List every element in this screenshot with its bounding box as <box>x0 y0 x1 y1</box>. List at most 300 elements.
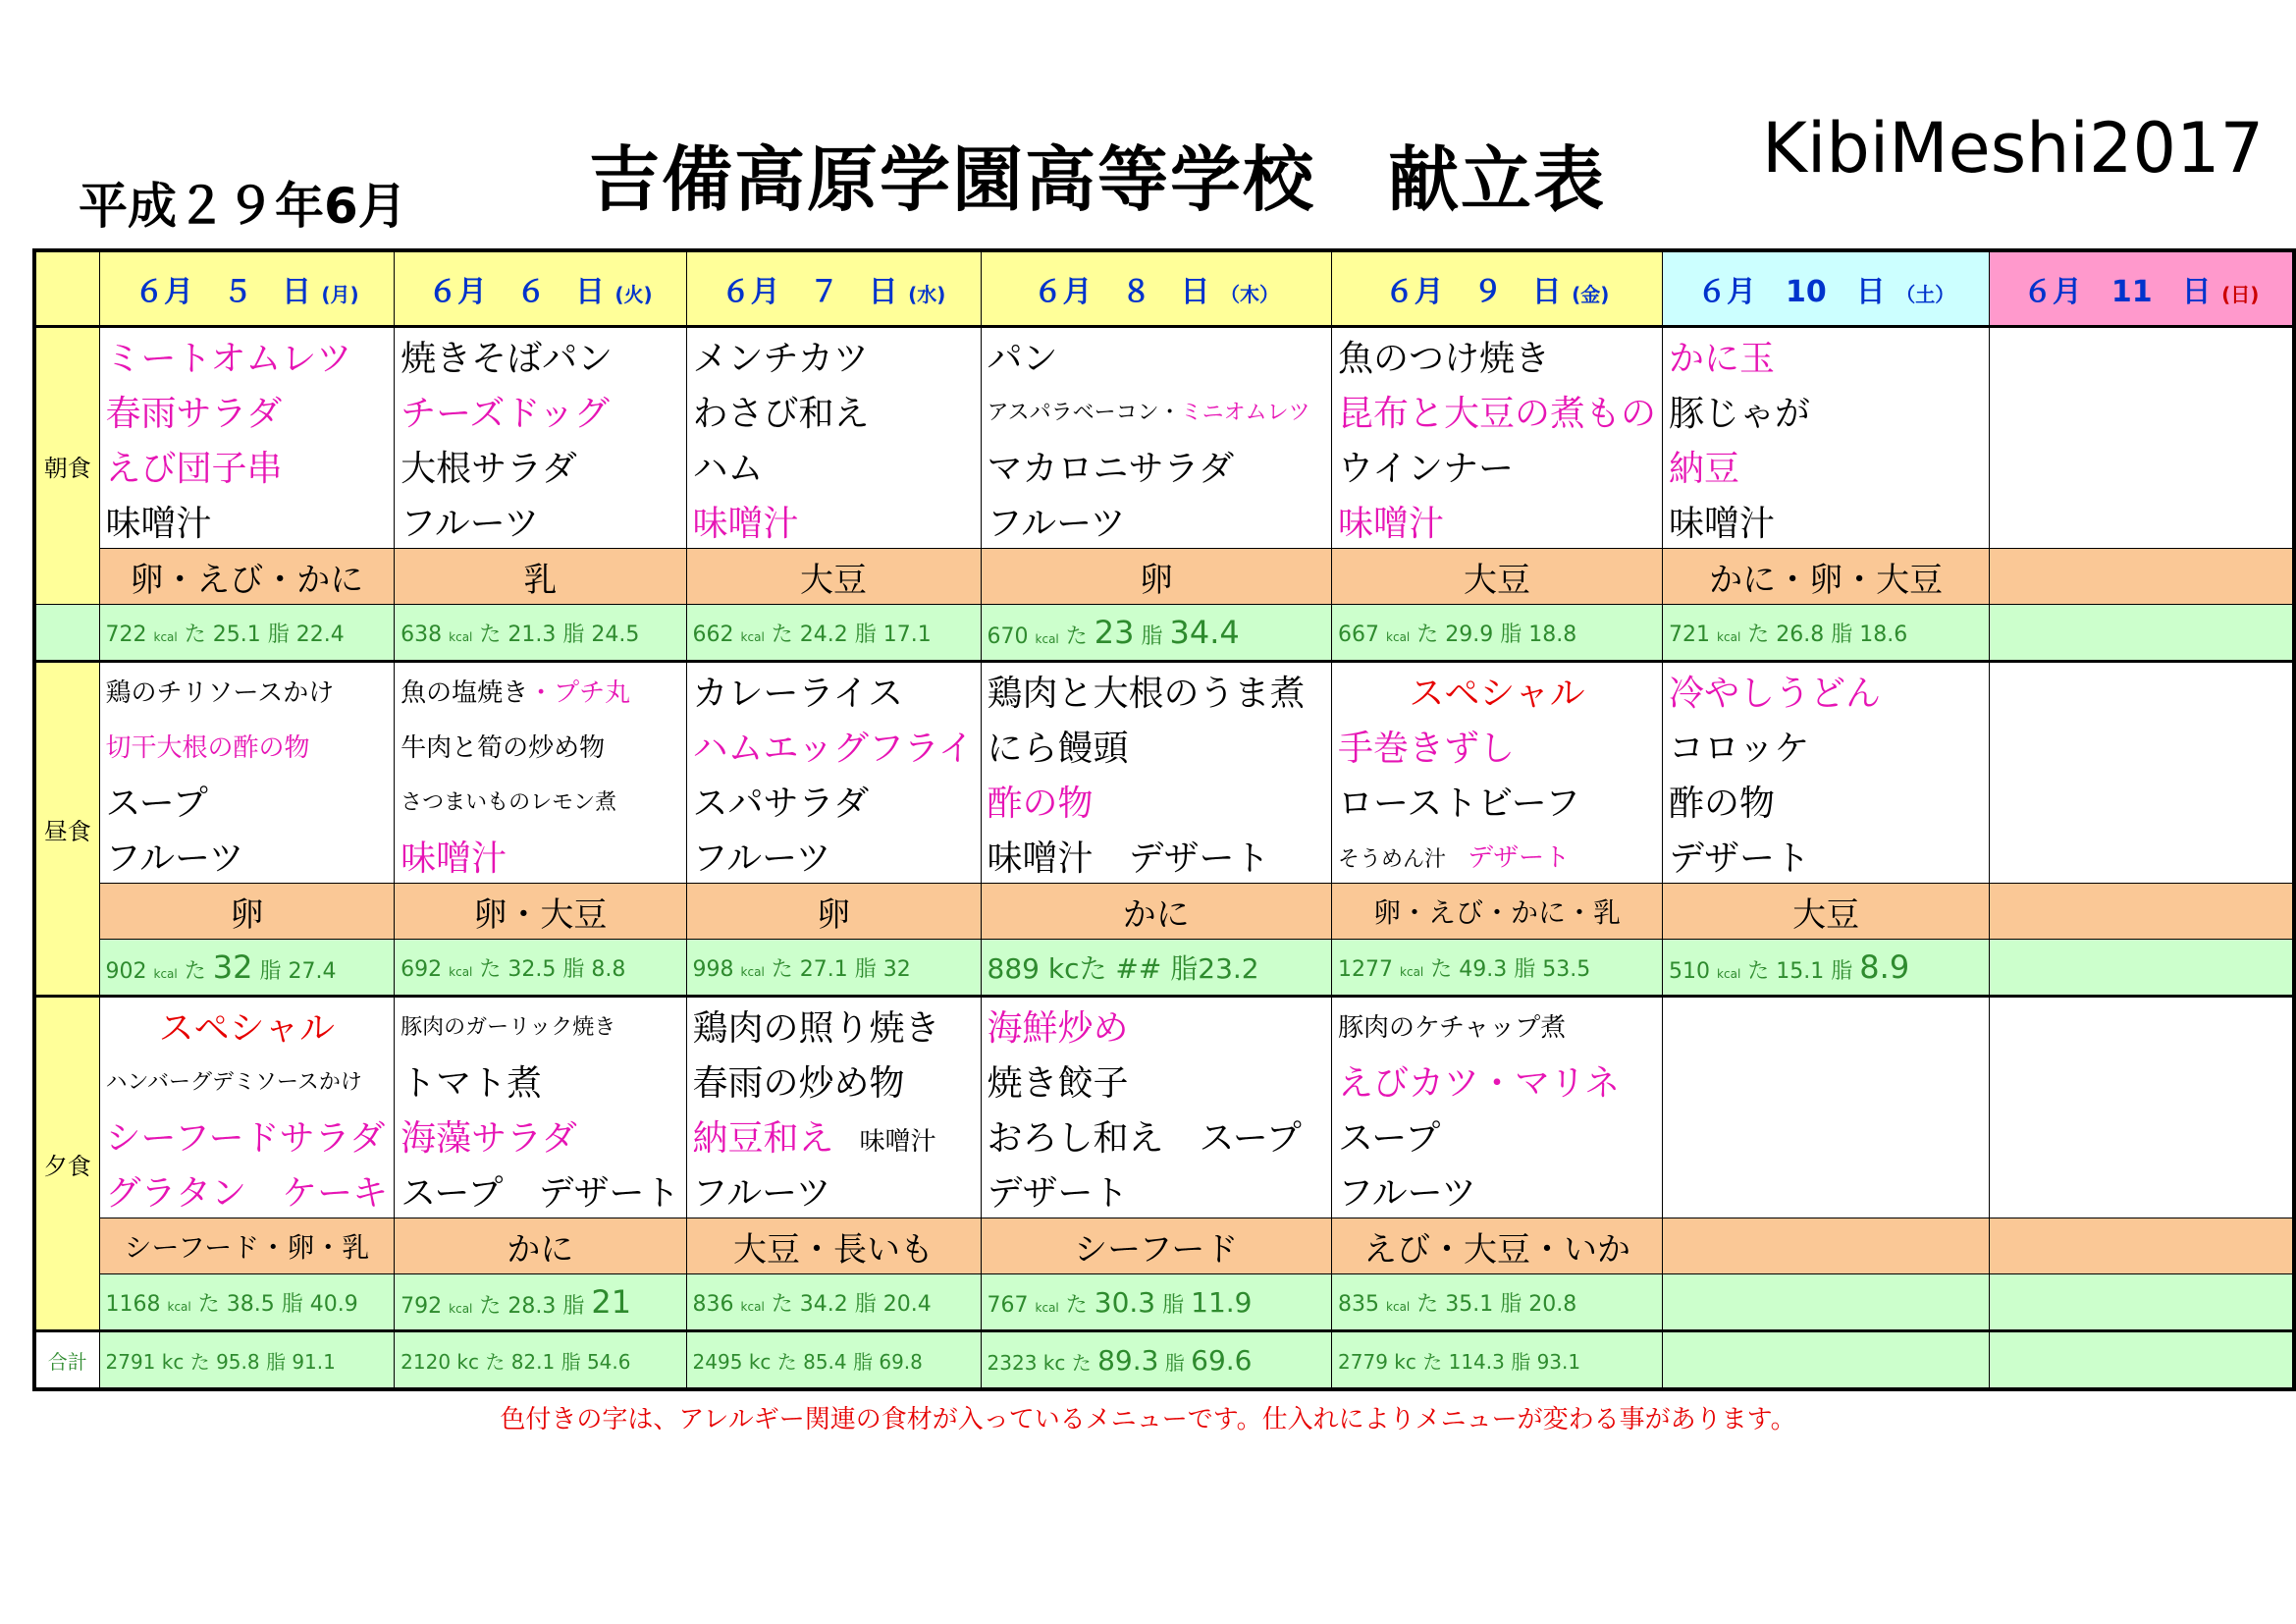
kcal-value: 767 <box>987 1292 1029 1318</box>
kcal-unit: kcal <box>740 629 765 644</box>
menu-item: フルーツ <box>981 493 1332 549</box>
dinner-row <box>34 997 2294 1054</box>
lunch-row <box>34 773 2294 828</box>
menu-item: ハムエッグフライ <box>686 718 981 773</box>
fat-value: 20.8 <box>1528 1291 1577 1317</box>
kcal-value: 902 <box>105 959 147 984</box>
menu-item: カレーライス <box>686 662 981 719</box>
nutrition-cell <box>1332 605 1663 662</box>
protein-unit: た <box>1065 624 1088 649</box>
menu-item <box>686 1108 981 1163</box>
day-date: ６月 ５ 日 <box>133 275 311 309</box>
menu-item: ウインナー <box>1332 438 1663 493</box>
menu-item: 海藻サラダ <box>395 1108 686 1163</box>
kcal-unit: kcal <box>1386 1299 1411 1314</box>
menu-item: トマト煮 <box>395 1053 686 1108</box>
protein-unit: た <box>485 1349 506 1374</box>
kcal-value: 889 <box>987 952 1040 985</box>
kcal-value: 1168 <box>105 1291 161 1317</box>
empty-cell <box>1990 884 2294 940</box>
menu-item: デザート <box>981 1163 1332 1218</box>
empty-cell <box>1990 1218 2294 1274</box>
allergen-cell: 乳 <box>395 549 686 605</box>
kcal-value: 835 <box>1338 1291 1380 1317</box>
kcal-value: 2120 <box>400 1349 452 1374</box>
fat-unit: 脂 <box>1511 1349 1531 1374</box>
menu-item: 鶏のチリソースかけ <box>99 662 395 719</box>
empty-cell <box>1990 718 2294 773</box>
menu-item-part: 納豆和え <box>692 1117 834 1159</box>
allergen-cell: 大豆・長いも <box>686 1218 981 1274</box>
empty-cell <box>1663 1108 1990 1163</box>
menu-item: 味噌汁 <box>1663 493 1990 549</box>
menu-item: 納豆 <box>1663 438 1990 493</box>
fat-value: 34.4 <box>1169 614 1240 651</box>
fat-value: 8.8 <box>591 956 626 982</box>
total-cell <box>1332 1331 1663 1390</box>
day-header <box>99 250 395 327</box>
dinner-row <box>34 1053 2294 1108</box>
fat-unit: 脂 <box>1831 622 1853 647</box>
kcal-unit: kcal <box>449 964 473 979</box>
kcal-unit: kcal <box>1035 1300 1059 1315</box>
day-date: ６月 ８ 日 <box>1033 275 1210 309</box>
breakfast-row <box>34 383 2294 438</box>
lunch-row <box>34 828 2294 884</box>
menu-item-part: 魚の塩焼き <box>400 677 529 708</box>
protein-unit: た <box>1079 952 1107 985</box>
allergen-cell: 大豆 <box>1332 549 1663 605</box>
allergen-cell: かに・卵・大豆 <box>1663 549 1990 605</box>
protein-value: 28.3 <box>507 1294 557 1319</box>
menu-item: フルーツ <box>99 828 395 884</box>
kcal-unit: kcal <box>167 1299 191 1314</box>
protein-value: 32.5 <box>507 956 557 982</box>
nutrition-cell <box>99 605 395 662</box>
empty-cell <box>1663 1331 1990 1390</box>
page-title: 吉備高原学園高等学校 献立表 <box>589 138 1607 221</box>
day-of-week: (日) <box>2221 283 2260 306</box>
menu-item: さつまいものレモン煮 <box>395 773 686 828</box>
menu-item: 味噌汁 <box>686 493 981 549</box>
menu-item: 冷やしうどん <box>1663 662 1990 719</box>
nutrition-cell <box>686 1274 981 1331</box>
menu-item: ミートオムレツ <box>99 327 395 384</box>
menu-item-part: そうめん汁 <box>1338 846 1447 872</box>
protein-unit: た <box>1071 1350 1092 1375</box>
day-of-week: (水) <box>908 283 946 306</box>
menu-item-part: 味噌汁 <box>859 1126 936 1157</box>
allergen-row <box>34 884 2294 940</box>
nutrition-cell <box>1663 940 1990 997</box>
day-date: ６月 ６ 日 <box>427 275 605 309</box>
menu-item-special: スペシャル <box>1332 662 1663 719</box>
fat-value: 21 <box>591 1283 632 1321</box>
menu-item: 春雨サラダ <box>99 383 395 438</box>
day-header-sunday <box>1990 250 2294 327</box>
empty-cell <box>1663 1218 1990 1274</box>
menu-item: スパサラダ <box>686 773 981 828</box>
menu-item-special: スペシャル <box>99 997 395 1054</box>
menu-item <box>395 662 686 719</box>
protein-value: 25.1 <box>212 622 261 647</box>
fat-unit: 脂 <box>259 959 282 984</box>
day-of-week: (金) <box>1572 283 1610 306</box>
protein-unit: た <box>479 622 502 647</box>
kcal-unit: kcal <box>1717 629 1741 644</box>
menu-item: スープ <box>1332 1108 1663 1163</box>
fat-value: 17.1 <box>882 622 932 647</box>
dinner-row <box>34 1163 2294 1218</box>
empty-cell <box>1663 997 1990 1054</box>
protein-value: 15.1 <box>1776 959 1825 984</box>
total-label: 合計 <box>34 1331 99 1390</box>
protein-value: 29.9 <box>1445 622 1494 647</box>
fat-value: 91.1 <box>292 1349 336 1374</box>
fat-unit: 脂 <box>561 1349 581 1374</box>
day-header <box>981 250 1332 327</box>
empty-cell <box>1990 662 2294 719</box>
nutrition-cell <box>1332 1274 1663 1331</box>
menu-item-part: ミニオムレツ <box>1180 400 1310 425</box>
menu-item-part: アスパラベーコン・ <box>987 400 1181 425</box>
menu-item: えびカツ・マリネ <box>1332 1053 1663 1108</box>
nutrition-cell <box>99 940 395 997</box>
kcal-value: 2495 <box>692 1349 743 1374</box>
kcal-unit: kcal <box>740 1299 765 1314</box>
kcal-value: 836 <box>692 1291 734 1317</box>
menu-item <box>1332 828 1663 884</box>
kcal-value: 692 <box>400 956 443 982</box>
empty-cell <box>1663 1163 1990 1218</box>
breakfast-row <box>34 493 2294 549</box>
fat-value: 22.4 <box>295 622 345 647</box>
kcal-unit: kcal <box>1717 967 1741 981</box>
protein-value: 114.3 <box>1448 1349 1505 1374</box>
empty-cell <box>1990 493 2294 549</box>
protein-unit: た <box>479 956 502 982</box>
menu-item: 味噌汁 <box>99 493 395 549</box>
fat-value: 69.6 <box>1191 1343 1253 1377</box>
menu-item: おろし和え スープ <box>981 1108 1332 1163</box>
empty-cell <box>1990 997 2294 1054</box>
allergen-row <box>34 549 2294 605</box>
menu-item <box>981 383 1332 438</box>
empty-cell <box>1990 327 2294 384</box>
fat-unit: 脂 <box>1162 1292 1185 1318</box>
menu-item: 酢の物 <box>1663 773 1990 828</box>
allergen-cell: かに <box>395 1218 686 1274</box>
kcal-value: 2791 <box>105 1349 156 1374</box>
nutrition-cell <box>686 605 981 662</box>
kcal-value: 670 <box>987 624 1029 649</box>
fat-unit: 脂 <box>562 1294 585 1319</box>
lunch-row <box>34 662 2294 719</box>
protein-unit: た <box>184 959 206 984</box>
kcal-unit: kc <box>456 1349 479 1374</box>
fat-unit: 脂 <box>1514 956 1536 982</box>
fat-unit: 脂 <box>281 1291 303 1317</box>
menu-item: 味噌汁 デザート <box>981 828 1332 884</box>
menu-item: フルーツ <box>686 1163 981 1218</box>
fat-value: 53.5 <box>1542 956 1591 982</box>
fat-value: 93.1 <box>1536 1349 1581 1374</box>
protein-unit: た <box>1430 956 1453 982</box>
kcal-value: 722 <box>105 622 147 647</box>
day-of-week: (火) <box>614 283 653 306</box>
kcal-value: 662 <box>692 622 734 647</box>
protein-unit: た <box>1422 1349 1443 1374</box>
empty-cell <box>1990 605 2294 662</box>
fat-unit: 脂 <box>1164 1350 1185 1375</box>
menu-item: 手巻きずし <box>1332 718 1663 773</box>
protein-value: 89.3 <box>1097 1343 1159 1377</box>
nutrition-row <box>34 940 2294 997</box>
menu-item: にら饅頭 <box>981 718 1332 773</box>
protein-unit: た <box>1065 1292 1088 1318</box>
protein-value: 35.1 <box>1445 1291 1494 1317</box>
kcal-value: 510 <box>1669 959 1711 984</box>
menu-item: 昆布と大豆の煮もの <box>1332 383 1663 438</box>
fat-unit: 脂 <box>562 622 585 647</box>
day-header-row <box>34 250 2294 327</box>
menu-item: フルーツ <box>395 493 686 549</box>
kcal-unit: kcal <box>1035 632 1059 646</box>
menu-item: チーズドッグ <box>395 383 686 438</box>
nutrition-cell <box>99 1274 395 1331</box>
menu-item: 魚のつけ焼き <box>1332 327 1663 384</box>
menu-table <box>32 248 2296 1391</box>
protein-unit: た <box>771 622 793 647</box>
protein-value: 32 <box>212 948 253 986</box>
allergen-cell: えび・大豆・いか <box>1332 1218 1663 1274</box>
empty-cell <box>1990 383 2294 438</box>
day-date: ６月 11 日 <box>2022 275 2212 309</box>
protein-value: 24.2 <box>799 622 848 647</box>
fat-value: 23.2 <box>1198 952 1259 985</box>
protein-unit: た <box>776 1349 797 1374</box>
fat-value: 20.4 <box>882 1291 932 1317</box>
protein-value: 38.5 <box>226 1291 275 1317</box>
protein-value: 95.8 <box>216 1349 260 1374</box>
menu-item: 豚肉のガーリック焼き <box>395 997 686 1054</box>
protein-value: ## <box>1115 952 1162 985</box>
menu-item: メンチカツ <box>686 327 981 384</box>
kcal-unit: kc <box>1042 1350 1066 1375</box>
day-header <box>395 250 686 327</box>
fat-value: 32 <box>882 956 911 982</box>
protein-unit: た <box>1416 1291 1439 1317</box>
nutrition-cell <box>686 940 981 997</box>
kcal-value: 2779 <box>1338 1349 1388 1374</box>
fat-unit: 脂 <box>854 622 877 647</box>
fat-unit: 脂 <box>1141 624 1163 649</box>
menu-item: 豚じゃが <box>1663 383 1990 438</box>
kcal-value: 638 <box>400 622 443 647</box>
total-cell <box>686 1331 981 1390</box>
fat-value: 40.9 <box>309 1291 358 1317</box>
empty-cell <box>1663 1274 1990 1331</box>
breakfast-row <box>34 327 2294 384</box>
menu-item: 大根サラダ <box>395 438 686 493</box>
day-date: ６月 ９ 日 <box>1384 275 1562 309</box>
menu-item: フルーツ <box>686 828 981 884</box>
nutrition-row <box>34 605 2294 662</box>
day-header <box>686 250 981 327</box>
total-cell <box>395 1331 686 1390</box>
nutrition-cell <box>395 940 686 997</box>
menu-item: スープ デザート <box>395 1163 686 1218</box>
menu-item: グラタン ケーキ <box>99 1163 395 1218</box>
allergen-cell: シーフード・卵・乳 <box>99 1218 395 1274</box>
fat-unit: 脂 <box>1170 952 1199 985</box>
meal-label-breakfast: 朝食 <box>34 327 99 605</box>
protein-value: 26.8 <box>1776 622 1825 647</box>
menu-item: コロッケ <box>1663 718 1990 773</box>
fat-unit: 脂 <box>854 956 877 982</box>
fat-value: 18.8 <box>1528 622 1577 647</box>
protein-value: 34.2 <box>799 1291 848 1317</box>
allergen-cell: 卵 <box>99 884 395 940</box>
menu-item: 海鮮炒め <box>981 997 1332 1054</box>
fat-value: 54.6 <box>586 1349 631 1374</box>
protein-value: 85.4 <box>803 1349 847 1374</box>
menu-item: パン <box>981 327 1332 384</box>
nutrition-label-spacer <box>34 605 99 662</box>
empty-cell <box>1990 940 2294 997</box>
corner-cell <box>34 250 99 327</box>
fat-value: 24.5 <box>591 622 640 647</box>
menu-item: シーフードサラダ <box>99 1108 395 1163</box>
protein-unit: た <box>184 622 206 647</box>
empty-cell <box>1990 1053 2294 1108</box>
protein-unit: た <box>479 1294 502 1319</box>
day-header <box>1332 250 1663 327</box>
protein-unit: た <box>771 956 793 982</box>
empty-cell <box>1990 1274 2294 1331</box>
menu-item: 鶏肉と大根のうま煮 <box>981 662 1332 719</box>
day-date: ６月 ７ 日 <box>721 275 898 309</box>
menu-item: 牛肉と筍の炒め物 <box>395 718 686 773</box>
nutrition-cell <box>395 605 686 662</box>
menu-item: フルーツ <box>1332 1163 1663 1218</box>
menu-item: 鶏肉の照り焼き <box>686 997 981 1054</box>
kcal-unit: kcal <box>449 629 473 644</box>
nutrition-cell <box>1663 605 1990 662</box>
fat-unit: 脂 <box>265 1349 286 1374</box>
day-of-week: (月) <box>321 283 359 306</box>
protein-value: 30.3 <box>1094 1285 1156 1319</box>
kcal-unit: kc <box>1047 952 1080 985</box>
kcal-unit: kc <box>161 1349 185 1374</box>
kcal-value: 998 <box>692 956 734 982</box>
empty-cell <box>1663 1053 1990 1108</box>
lunch-row <box>34 718 2294 773</box>
era-date: 平成２９年6月 <box>79 178 407 235</box>
kcal-unit: kc <box>1394 1349 1416 1374</box>
day-of-week: （土） <box>1896 283 1955 306</box>
day-date: ６月 10 日 <box>1697 275 1886 309</box>
meal-label-lunch: 昼食 <box>34 662 99 997</box>
menu-item: 春雨の炒め物 <box>686 1053 981 1108</box>
menu-item-part: ・プチ丸 <box>528 677 631 708</box>
menu-item: 味噌汁 <box>395 828 686 884</box>
breakfast-row <box>34 438 2294 493</box>
fat-value: 69.8 <box>879 1349 923 1374</box>
dinner-row <box>34 1108 2294 1163</box>
allergen-cell: 卵・大豆 <box>395 884 686 940</box>
allergen-cell: 卵 <box>981 549 1332 605</box>
meal-label-dinner: 夕食 <box>34 997 99 1331</box>
menu-item: 切干大根の酢の物 <box>99 718 395 773</box>
menu-item: 酢の物 <box>981 773 1332 828</box>
protein-unit: た <box>189 1349 210 1374</box>
day-of-week: （木） <box>1220 283 1279 306</box>
menu-item: デザート <box>1663 828 1990 884</box>
allergen-row <box>34 1218 2294 1274</box>
kcal-unit: kc <box>748 1349 772 1374</box>
nutrition-row <box>34 1274 2294 1331</box>
allergy-footnote: 色付きの字は、アレルギー関連の食材が入っているメニューです。仕入れによりメニューが変わる事があります。 <box>500 1405 1796 1435</box>
menu-item: わさび和え <box>686 383 981 438</box>
fat-value: 27.4 <box>288 959 337 984</box>
protein-value: 82.1 <box>510 1349 556 1374</box>
fat-value: 8.9 <box>1859 948 1910 986</box>
protein-unit: た <box>771 1291 793 1317</box>
protein-unit: た <box>1747 622 1770 647</box>
menu-item: 豚肉のケチャップ煮 <box>1332 997 1663 1054</box>
menu-item: マカロニサラダ <box>981 438 1332 493</box>
allergen-cell: シーフード <box>981 1218 1332 1274</box>
protein-value: 27.1 <box>799 956 848 982</box>
fat-unit: 脂 <box>267 622 290 647</box>
empty-cell <box>1990 549 2294 605</box>
kcal-unit: kcal <box>1386 629 1411 644</box>
menu-item: 焼き餃子 <box>981 1053 1332 1108</box>
kcal-unit: kcal <box>449 1302 473 1316</box>
kcal-value: 792 <box>400 1294 443 1319</box>
nutrition-cell <box>981 1274 1332 1331</box>
total-row <box>34 1331 2294 1390</box>
fat-unit: 脂 <box>853 1349 873 1374</box>
empty-cell <box>1990 438 2294 493</box>
kcal-value: 2323 <box>987 1350 1038 1375</box>
nutrition-cell <box>981 605 1332 662</box>
kcal-value: 667 <box>1338 622 1380 647</box>
protein-unit: た <box>197 1291 220 1317</box>
kcal-unit: kcal <box>740 964 765 979</box>
protein-unit: た <box>1416 622 1439 647</box>
fat-unit: 脂 <box>854 1291 877 1317</box>
fat-unit: 脂 <box>1500 622 1522 647</box>
kcal-value: 721 <box>1669 622 1711 647</box>
allergen-cell: 卵 <box>686 884 981 940</box>
menu-item: かに玉 <box>1663 327 1990 384</box>
fat-unit: 脂 <box>1831 959 1853 984</box>
kcal-unit: kcal <box>1400 964 1424 979</box>
kcal-value: 1277 <box>1338 956 1394 982</box>
total-cell <box>99 1331 395 1390</box>
menu-item: ハンバーグデミソースかけ <box>99 1053 395 1108</box>
menu-item: ハム <box>686 438 981 493</box>
nutrition-cell <box>395 1274 686 1331</box>
protein-value: 49.3 <box>1459 956 1508 982</box>
kcal-unit: kcal <box>153 629 178 644</box>
nutrition-cell <box>1332 940 1663 997</box>
empty-cell <box>1990 1331 2294 1390</box>
empty-cell <box>1990 828 2294 884</box>
total-cell <box>981 1331 1332 1390</box>
